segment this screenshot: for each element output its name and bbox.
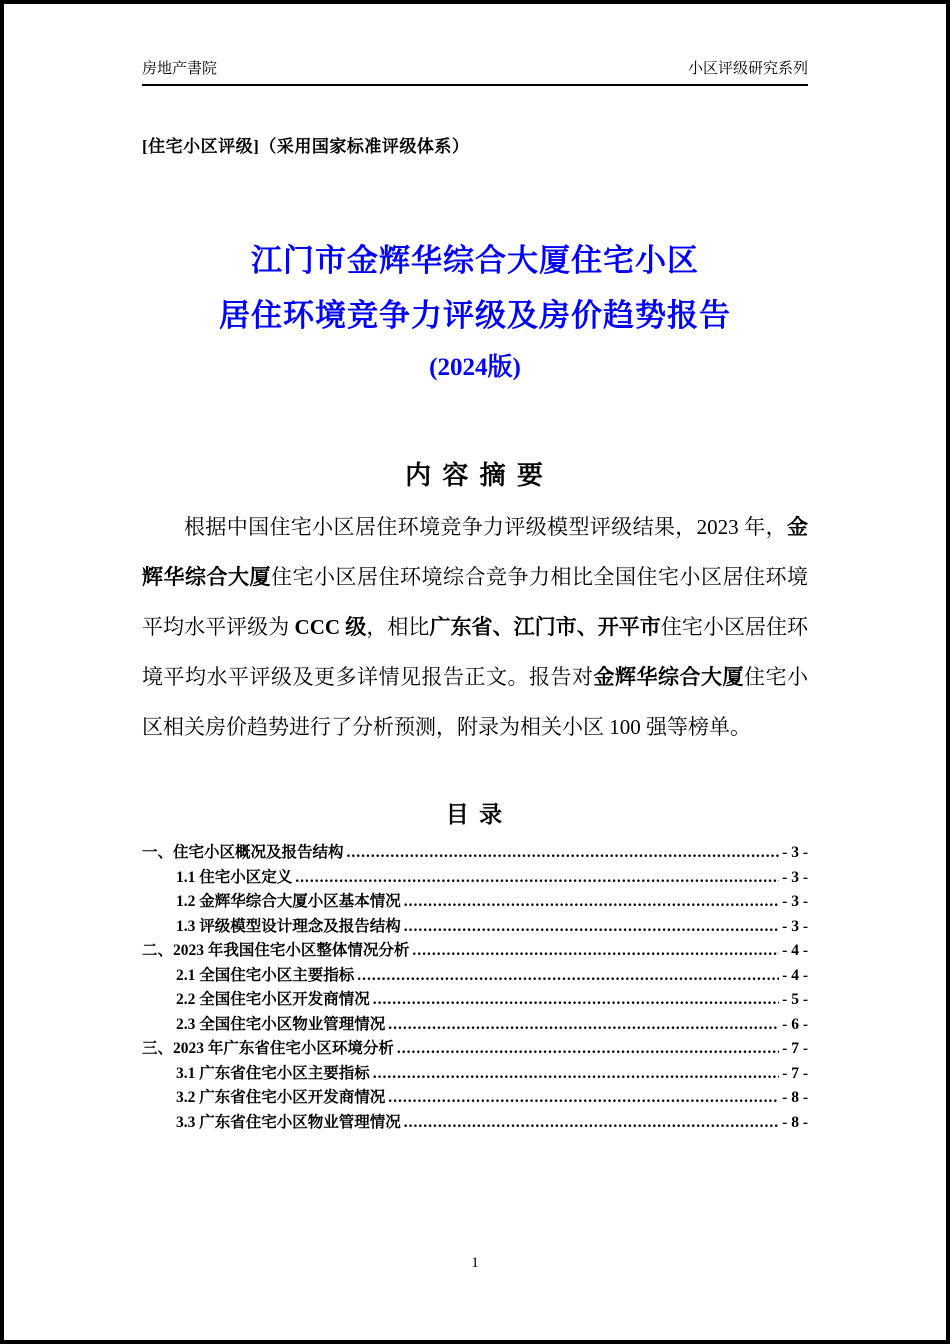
- toc-entry: [142, 866, 808, 891]
- abstract-text: 根据中国住宅小区居住环境竞争力评级模型评级结果，2023 年，: [184, 515, 787, 539]
- toc-entry: [142, 1013, 808, 1038]
- table-of-contents: [142, 841, 808, 1135]
- toc-entry-label: 3.3 广东省住宅小区物业管理情况: [176, 1113, 401, 1131]
- abstract-bold-text: 金辉华综合大厦: [142, 515, 808, 589]
- toc-entry-page: - 4 -: [782, 942, 808, 959]
- abstract-paragraph: [142, 502, 808, 752]
- toc-entry: [142, 988, 808, 1013]
- toc-entry-page: - 3 -: [782, 917, 808, 935]
- toc-entry-page: - 5 -: [782, 991, 808, 1008]
- abstract-heading: 内 容 摘 要: [405, 460, 545, 490]
- toc-entry-label: 2.2 全国住宅小区开发商情况: [176, 991, 370, 1008]
- header-right-text: 小区评级研究系列: [687, 61, 808, 77]
- toc-entry: [142, 890, 808, 915]
- abstract-bold-text: 金辉华综合大厦: [593, 665, 744, 689]
- report-title-line1: 江门市金辉华综合大厦住宅小区: [251, 243, 699, 278]
- toc-entry-label: 一、住宅小区概况及报告结构: [142, 844, 344, 861]
- toc-dot-leader: [373, 988, 779, 1013]
- toc-entry: [142, 964, 808, 989]
- toc-entry-label: 二、2023 年我国住宅小区整体情况分析: [142, 942, 410, 959]
- toc-entry: [142, 915, 808, 940]
- toc-entry: [142, 939, 808, 964]
- toc-entry-label: 三、2023 年广东省住宅小区环境分析: [142, 1040, 394, 1057]
- toc-dot-leader: [388, 1013, 779, 1038]
- toc-entry-page: - 3 -: [782, 868, 808, 886]
- page-number: 1: [471, 1255, 479, 1271]
- report-title-line2: 居住环境竞争力评级及房价趋势报告: [219, 298, 731, 333]
- toc-entry-label: 3.2 广东省住宅小区开发商情况: [176, 1089, 386, 1106]
- toc-entry-page: - 3 -: [782, 893, 808, 910]
- abstract-text: 住宅小区居住环境平均水平评级及更多详情见报告正文。报告对: [142, 615, 809, 689]
- toc-dot-leader: [404, 1111, 779, 1136]
- toc-dot-leader: [373, 1062, 779, 1087]
- toc-entry-page: - 8 -: [782, 1113, 808, 1131]
- toc-entry: [142, 1111, 808, 1136]
- toc-entry-page: - 7 -: [782, 1064, 808, 1082]
- abstract-text: 住宅小区相关房价趋势进行了分析预测，附录为相关小区 100 强等榜单。: [142, 665, 808, 739]
- header-divider: [142, 84, 808, 86]
- abstract-text: 住宅小区居住环境综合竞争力相比全国住宅小区居住环境平均水平评级为: [142, 565, 808, 639]
- page-footer: [4, 1255, 946, 1272]
- toc-entry-page: - 4 -: [782, 966, 808, 984]
- toc-entry-page: - 6 -: [782, 1015, 808, 1033]
- toc-entry: [142, 1086, 808, 1111]
- toc-entry-label: 2.3 全国住宅小区物业管理情况: [176, 1015, 386, 1033]
- toc-dot-leader: [347, 841, 780, 866]
- toc-entry-page: - 7 -: [782, 1040, 808, 1057]
- toc-dot-leader: [404, 915, 779, 940]
- toc-dot-leader: [412, 939, 779, 964]
- toc-dot-leader: [357, 964, 779, 989]
- toc-dot-leader: [295, 866, 779, 891]
- abstract-bold-text: 广东省、江门市、开平市: [429, 615, 661, 639]
- toc-entry: [142, 1037, 808, 1062]
- report-edition: (2024版): [429, 354, 521, 381]
- toc-dot-leader: [404, 890, 779, 915]
- toc-entry-page: - 8 -: [782, 1089, 808, 1106]
- toc-entry-page: - 3 -: [782, 844, 808, 861]
- rating-system-tagline: [住宅小区评级]（采用国家标准评级体系）: [142, 137, 470, 156]
- toc-entry-label: 2.1 全国住宅小区主要指标: [176, 966, 355, 984]
- toc-entry-label: 1.1 住宅小区定义: [176, 868, 293, 886]
- toc-dot-leader: [397, 1037, 779, 1062]
- toc-entry-label: 1.3 评级模型设计理念及报告结构: [176, 917, 401, 935]
- toc-entry: [142, 841, 808, 866]
- toc-entry-label: 1.2 金辉华综合大厦小区基本情况: [176, 893, 401, 910]
- toc-heading: 目 录: [445, 801, 505, 827]
- toc-dot-leader: [388, 1086, 779, 1111]
- abstract-bold-text: CCC 级: [294, 615, 367, 639]
- report-title: [142, 233, 808, 385]
- toc-entry: [142, 1062, 808, 1087]
- toc-entry-label: 3.1 广东省住宅小区主要指标: [176, 1064, 370, 1082]
- page-header: [142, 60, 808, 78]
- header-left-text: 房地产書院: [142, 61, 218, 77]
- abstract-text: ，相比: [366, 615, 430, 639]
